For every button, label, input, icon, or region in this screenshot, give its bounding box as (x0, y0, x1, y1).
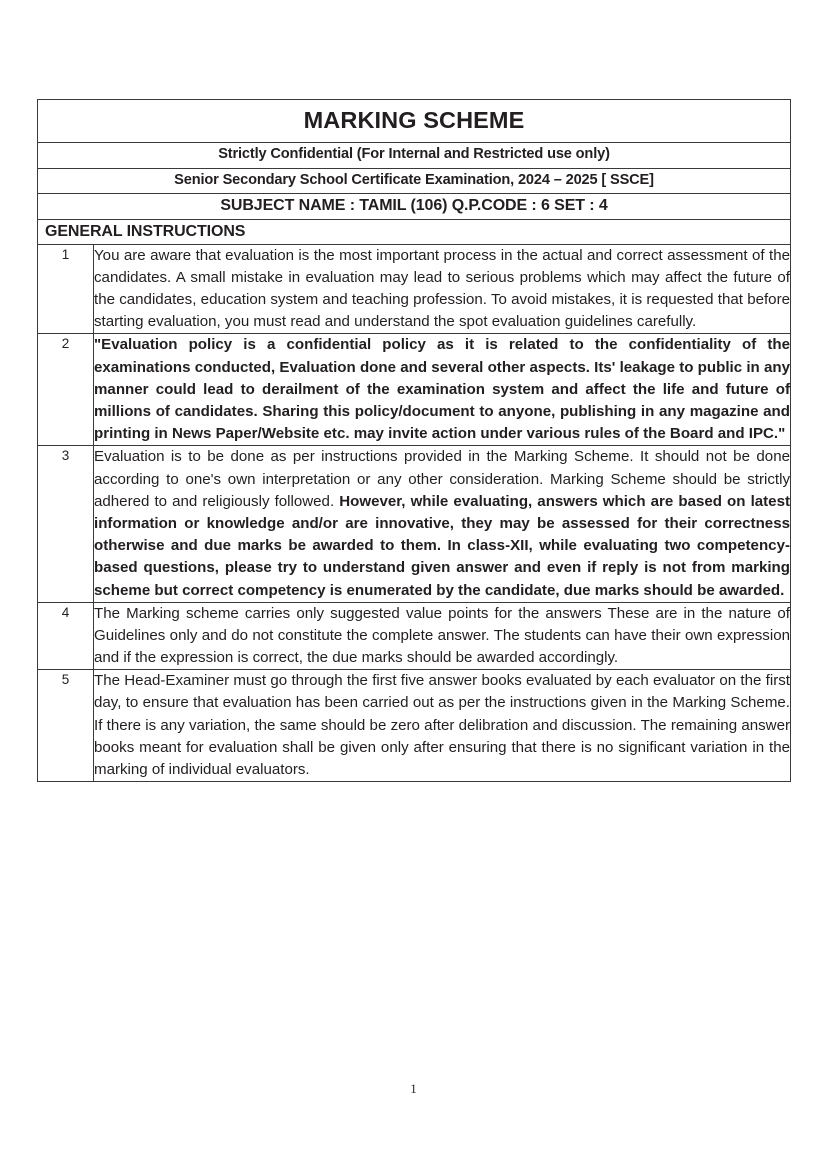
instruction-number: 1 (38, 244, 94, 334)
instruction-text: You are aware that evaluation is the most important process in the actual and correct assessment of the candidates. A small mistake in evaluation may lead to serious problems which may affect the future of the candidates, education system and teaching profession. To avoid mistakes, it is requested that before starting evaluation, you must read and understand the spot evaluation guidelines carefully. (94, 244, 791, 334)
table-row-general-instructions-heading (38, 219, 791, 244)
examination-name: Senior Secondary School Certificate Examination, 2024 – 2025 [ SSCE] (38, 168, 791, 194)
instruction-number: 4 (38, 602, 94, 670)
instruction-text (94, 446, 791, 602)
confidentiality-notice: Strictly Confidential (For Internal and Restricted use only) (38, 143, 791, 169)
instruction-text: The Head-Examiner must go through the first five answer books evaluated by each evaluator on the first day, to ensure that evaluation has been carried out as per the instructions given in the Marking Scheme. If there is any variation, the same should be zero after delibration and discussion. The remaining answer books meant for evaluation shall be given only after ensuring that there is no significant variation in the marking of individual evaluators. (94, 670, 791, 782)
table-row (38, 244, 791, 334)
general-instructions-heading: GENERAL INSTRUCTIONS (38, 219, 791, 244)
marking-scheme-table (37, 99, 791, 782)
document-title: MARKING SCHEME (38, 100, 791, 143)
instruction-number: 3 (38, 446, 94, 602)
instruction-number: 5 (38, 670, 94, 782)
page-number: 1 (410, 1081, 417, 1096)
table-row (38, 334, 791, 446)
table-row-confidentiality (38, 143, 791, 169)
instruction-text: "Evaluation policy is a confidential policy as it is related to the confidentiality of the examinations conducted, Evaluation done and several other aspects. Its' leakage to public in any manner could lead to derailment of the examination system and affect the life and future of millions of candidates. Sharing this policy/document to anyone, publishing in any magazine and printing in News Paper/Website etc. may invite action under various rules of the Board and IPC." (94, 334, 791, 446)
table-row (38, 446, 791, 602)
table-row-subject (38, 194, 791, 219)
table-row (38, 670, 791, 782)
instruction-text: The Marking scheme carries only suggested value points for the answers These are in the nature of Guidelines only and do not constitute the complete answer. The students can have their own expression and if the expression is correct, the due marks should be awarded accordingly. (94, 602, 791, 670)
subject-details: SUBJECT NAME : TAMIL (106) Q.P.CODE : 6 SET : 4 (38, 194, 791, 219)
instruction-number: 2 (38, 334, 94, 446)
table-row (38, 602, 791, 670)
instruction-text-bold-part: However, while evaluating, answers which are based on latest information or knowledge and/or are innovative, they may be assessed for their correctness otherwise and due marks be awarded to them. In class-XII, while evaluating two competency-based questions, please try to understand given answer and even if reply is not from marking scheme but correct competency is enumerated by the candidate, due marks should be awarded. (94, 492, 790, 599)
table-row-title (38, 100, 791, 143)
instruction-text-normal-part: Evaluation is to be done as per instructions provided in the Marking Scheme. It should not be done according to one's own interpretation or any other consideration. Marking Scheme should be strictly adhered to and religiously followed. (94, 448, 790, 510)
table-row-examination (38, 168, 791, 194)
